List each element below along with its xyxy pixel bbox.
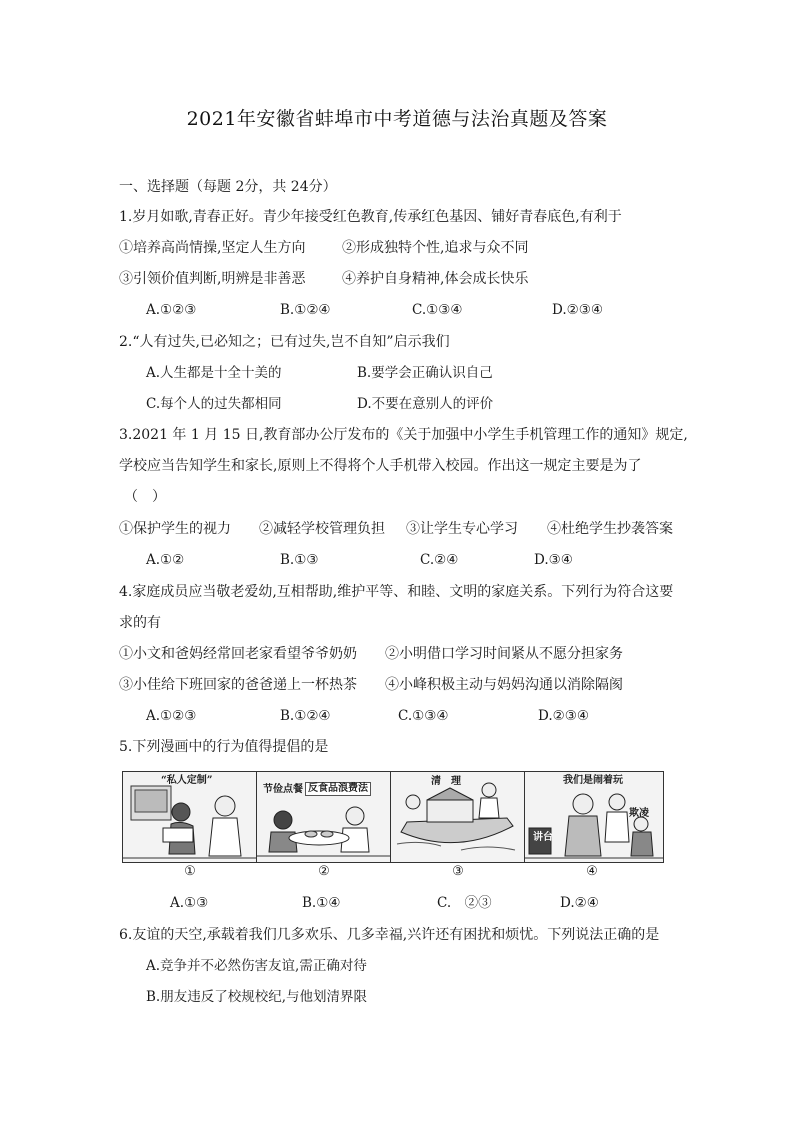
- comic-panel-4: [525, 772, 663, 862]
- comic-panel-1: [123, 772, 257, 862]
- comic-panel-2-sign: 反食品浪费法: [305, 782, 371, 796]
- q4-statement-3: ③小佳给下班回家的爸爸递上一杯热茶: [119, 677, 357, 693]
- q5-option-d[interactable]: D.②④: [560, 895, 599, 911]
- q4-stem-line-2: 求的有: [119, 615, 161, 631]
- comic-panel-3-caption: 清 理: [431, 776, 461, 787]
- q3-answer-blank: （ ）: [124, 489, 166, 505]
- q6-option-b[interactable]: B.朋友违反了校规校纪,与他划清界限: [146, 989, 368, 1005]
- q1-option-b[interactable]: B.①②④: [280, 302, 331, 318]
- q4-statement-4: ④小峰积极主动与妈妈沟通以消除隔阂: [385, 677, 623, 693]
- comic-panel-4-caption: 我们是闹着玩: [563, 775, 623, 786]
- comic-panel-4-number: ④: [586, 864, 598, 879]
- q4-statement-2: ②小明借口学习时间紧从不愿分担家务: [385, 646, 623, 662]
- q5-stem: 5.下列漫画中的行为值得提倡的是: [119, 739, 329, 755]
- q3-statement-4: ④杜绝学生抄袭答案: [547, 521, 673, 537]
- q1-option-d[interactable]: D.②③④: [552, 302, 603, 318]
- q6-option-a[interactable]: A.竞争并不必然伤害友谊,需正确对待: [146, 958, 367, 974]
- comic-panel-4-bullying-label: 欺凌: [629, 808, 649, 819]
- q5-option-b[interactable]: B.①④: [302, 895, 341, 911]
- q5-option-c[interactable]: C. ②③: [437, 895, 492, 911]
- q3-statement-2: ②减轻学校管理负担: [259, 521, 385, 537]
- q3-option-a[interactable]: A.①②: [146, 552, 185, 568]
- comic-panel-2-caption: 节俭点餐: [263, 784, 303, 795]
- q2-stem: 2.“人有过失,已必知之；已有过失,岂不自知”启示我们: [119, 334, 450, 350]
- q6-stem: 6.友谊的天空,承载着我们几多欢乐、几多幸福,兴许还有困扰和烦忧。下列说法正确的是: [119, 927, 660, 943]
- q1-statement-3: ③引领价值判断,明辨是非善恶: [119, 271, 306, 287]
- q4-option-b[interactable]: B.①②④: [280, 708, 331, 724]
- q4-option-d[interactable]: D.②③④: [538, 708, 589, 724]
- q4-statement-1: ①小文和爸妈经常回老家看望爷爷奶奶: [119, 646, 357, 662]
- section-heading: 一、选择题（每题 2分，共 24分）: [119, 179, 337, 195]
- q3-option-c[interactable]: C.②④: [420, 552, 459, 568]
- q4-option-a[interactable]: A.①②③: [146, 708, 197, 724]
- q3-stem-line-2: 学校应当告知学生和家长,原则上不得将个人手机带入校园。作出这一规定主要是为了: [119, 458, 642, 474]
- q3-stem-line-1: 3.2021 年 1 月 15 日,教育部办公厅发布的《关于加强中小学生手机管理工作的通知》规定,: [119, 427, 688, 443]
- q1-option-a[interactable]: A.①②③: [146, 302, 197, 318]
- q5-option-a[interactable]: A.①③: [170, 895, 209, 911]
- q3-statement-1: ①保护学生的视力: [119, 521, 231, 537]
- q3-option-b[interactable]: B.①③: [280, 552, 319, 568]
- q1-option-c[interactable]: C.①③④: [412, 302, 463, 318]
- comic-panel-4-podium-label: 讲台: [533, 832, 553, 843]
- q1-statement-1: ①培养高尚情操,坚定人生方向: [119, 240, 306, 256]
- q2-option-c[interactable]: C.每个人的过失都相同: [146, 396, 282, 412]
- comic-panel-2: [257, 772, 391, 862]
- q3-statement-3: ③让学生专心学习: [406, 521, 518, 537]
- comic-panel-3-number: ③: [452, 864, 464, 879]
- q4-stem-line-1: 4.家庭成员应当敬老爱幼,互相帮助,维护平等、和睦、文明的家庭关系。下列行为符合这要: [119, 584, 674, 600]
- document-title: 2021年安徽省蚌埠市中考道德与法治真题及答案: [186, 108, 608, 130]
- q1-statement-2: ②形成独特个性,追求与众不同: [342, 240, 529, 256]
- q4-option-c[interactable]: C.①③④: [398, 708, 449, 724]
- q1-statement-4: ④养护自身精神,体会成长快乐: [342, 271, 529, 287]
- comic-panel-3: [391, 772, 525, 862]
- comic-panel-1-caption: “私人定制”: [161, 775, 213, 786]
- q1-stem: 1.岁月如歌,青春正好。青少年接受红色教育,传承红色基因、铺好青春底色,有利于: [119, 209, 622, 225]
- comic-panel-2-number: ②: [318, 864, 330, 879]
- q2-option-a[interactable]: A.人生都是十全十美的: [146, 365, 282, 381]
- comic-panel-1-number: ①: [184, 864, 196, 879]
- q2-option-d[interactable]: D.不要在意别人的评价: [357, 396, 494, 412]
- comic-strip: [122, 771, 664, 863]
- q3-option-d[interactable]: D.③④: [534, 552, 573, 568]
- q2-option-b[interactable]: B.要学会正确认识自己: [357, 365, 493, 381]
